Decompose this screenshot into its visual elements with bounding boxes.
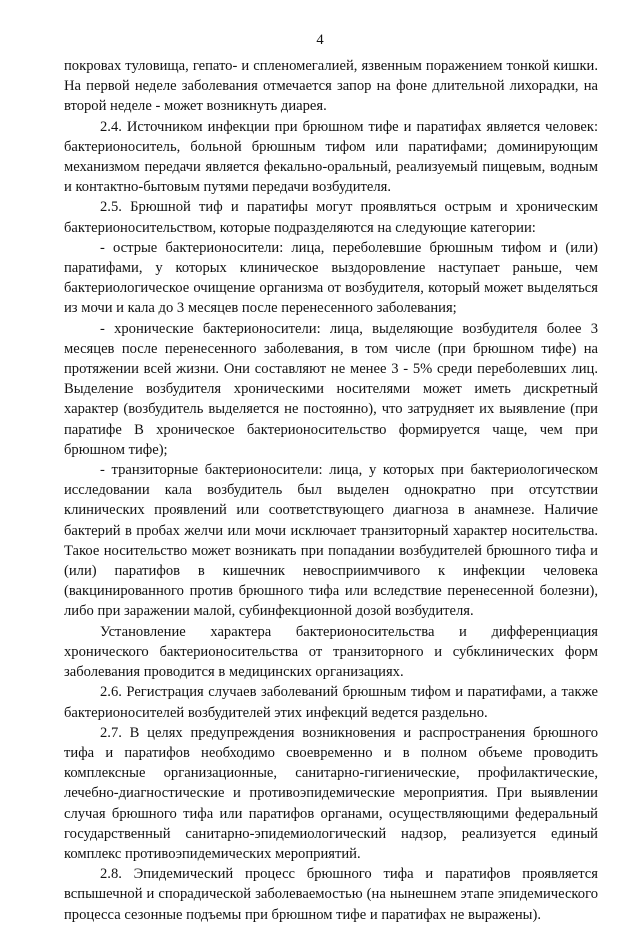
document-body (64, 56, 598, 925)
paragraph-continuation: покровах туловища, гепато- и спленомегалией, язвенным поражением тонкой кишки. На первой неделе заболевания отмечается запор на фоне длительной лихорадки, на второй неделе - может возникнуть диарея. (64, 58, 598, 115)
paragraph-2-7: 2.7. В целях предупреждения возникновения и распространения брюшного тифа и паратифов необходимо своевременно и в полном объеме проводить комплексные организационные, санитарно-гигиенические, профилактические, лечебно-диагностические и противоэпидемические мероприятия. При выявлении случая брюшного тифа или паратифов органами, осуществляющими федеральный государственный санитарно-эпидемиологический надзор, реализуется единый комплекс противоэпидемических мероприятий. (64, 724, 598, 862)
page-number: 4 (316, 32, 324, 48)
paragraph-2-5: 2.5. Брюшной тиф и паратифы могут проявляться острым и хроническим бактерионосительством, которые подразделяются на следующие категории: (64, 199, 598, 236)
paragraph-2-8: 2.8. Эпидемический процесс брюшного тифа и паратифов проявляется вспышечной и спорадической заболеваемостью (на нынешнем этапе эпидемического процесса сезонные подъемы при брюшном тифе и паратифах не выражены). (64, 866, 598, 923)
paragraph-transient-carriers: - транзиторные бактерионосители: лица, у которых при бактериологическом исследовании кала возбудитель был выделен однократно при отсутствии клинических проявлений или соответствующего диагноза в анамнезе. Наличие бактерий в пробах желчи или мочи исключает транзиторный характер носительства. Такое носительство может возникать при попадании возбудителей брюшного тифа и (или) паратифов в кишечник невосприимчивого к инфекции человека (вакцинированного против брюшного тифа или вследствие перенесенной болезни), либо при заражении малой, субинфекционной дозой возбудителя. (64, 462, 598, 620)
paragraph-acute-carriers: - острые бактерионосители: лица, переболевшие брюшным тифом и (или) паратифами, у которых клиническое выздоровление наступает раньше, чем бактериологическое очищение организма от возбудителя, который может выделяться из мочи и кала до 3 месяцев после перенесенного заболевания; (64, 239, 598, 317)
paragraph-carrier-determination: Установление характера бактерионосительства и дифференциация хронического бактерионосительства от транзиторного и субклинических форм заболевания проводится в медицинских организациях. (64, 623, 598, 681)
paragraph-chronic-carriers: - хронические бактерионосители: лица, выделяющие возбудителя более 3 месяцев после перенесенного заболевания, в том числе (при брюшном тифе) на протяжении всей жизни. Они составляют не менее 3 - 5% среди переболевших лиц. Выделение возбудителя хроническими носителями может иметь дискретный характер (возбудитель выделяется не постоянно), что затрудняет их выявление (при паратифе В хроническое бактерионосительство формируется чаще, чем при брюшном тифе); (64, 320, 598, 458)
paragraph-2-4: 2.4. Источником инфекции при брюшном тифе и паратифах является человек: бактерионоситель, больной брюшным тифом или паратифами; доминирующим механизмом передачи является фекально-оральный, реализуемый пищевым, водным и контактно-бытовым путями передачи возбудителя. (64, 118, 598, 196)
paragraph-2-6: 2.6. Регистрация случаев заболеваний брюшным тифом и паратифами, а также бактерионосителей возбудителей этих инфекций ведется раздельно. (64, 684, 598, 721)
